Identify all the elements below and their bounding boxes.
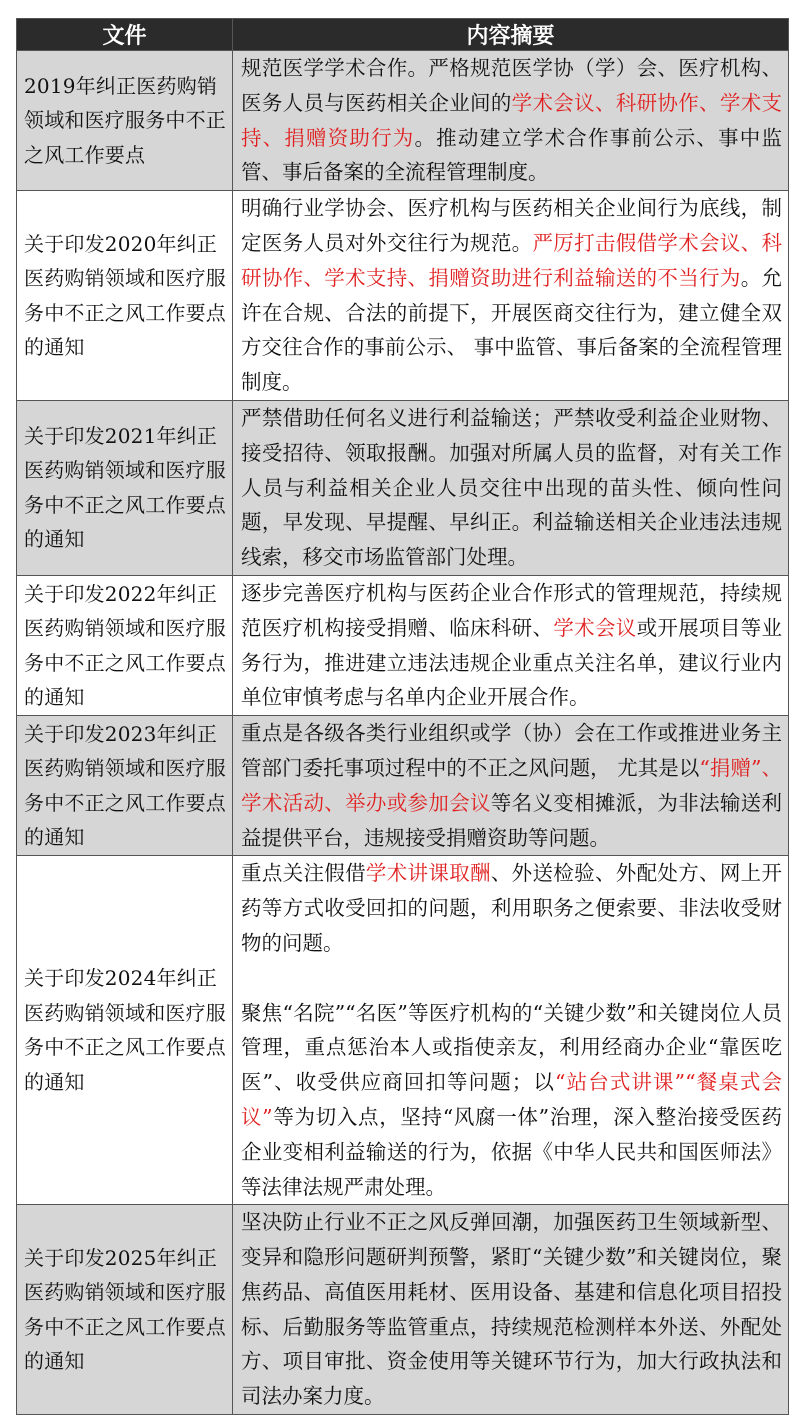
header-document: 文件 [17, 19, 233, 51]
summary-text: 或开展项目等业务行为，推进建立违法违规企业重点关注名单，建议行业内单位审慎考虑与名单内企业开展合作。 [241, 615, 783, 710]
document-title: 关于印发2022年纠正医药购销领域和医疗服务中不正之风工作要点的通知 [17, 575, 233, 715]
summary-text: 逐步完善医疗机构与医药企业合作形式的管理规范，持续规范医疗机构接受捐赠、临床科研、 [241, 580, 782, 640]
paragraph-gap [241, 961, 782, 996]
summary-paragraph [241, 996, 782, 1205]
summary-text: 、外送检验、外配处方、网上开药等方式收受回扣的问题，利用职务之便索要、非法收受财物的问题。 [241, 861, 783, 955]
content-summary [233, 716, 789, 856]
summary-text: 聚焦“名院”“名医”等医疗机构的“关键少数”和关键岗位人员管理，重点惩治本人或指使亲友，利用经商办企业“靠医吃医”、收受供应商回扣等问题；以 [241, 1000, 782, 1095]
summary-text: 明确行业学协会、医疗机构与医药相关企业间行为底线，制定医务人员对外交往行为规范。 [241, 196, 782, 255]
summary-paragraph [241, 1205, 782, 1414]
document-title: 关于印发2025年纠正医药购销领域和医疗服务中不正之风工作要点的通知 [17, 1205, 233, 1415]
summary-text: 规范医学学术合作。严格规范医学协（学）会、医疗机构、医务人员与医药相关企业间的 [241, 56, 782, 115]
summary-text: 坚决防止行业不正之风反弹回潮，加强医药卫生领域新型、变异和隐形问题研判预警，紧盯“关键少数”和关键岗位，聚焦药品、高值医用耗材、医用设备、基建和信息化项目招投标、后勤服务等监管重点，持续规范检测样本外送、外配处方、项目审批、资金使用等关键环节行为，加大行政执法和司法办案力度。 [241, 1210, 782, 1409]
highlight-text: 学术会议 [553, 615, 637, 640]
table-row [17, 1205, 789, 1415]
summary-text: 。允许在合规、合法的前提下，开展医商交往行为，建立健全双方交往合作的事前公示、 事中监管、事后备案的全流程管理制度。 [241, 265, 783, 395]
summary-text: 等为切入点，坚持“风腐一体”治理，深入整治接受医药企业变相利益输送的行为，依据《中华人民共和国医师法》 等法律法规严肃处理。 [241, 1104, 782, 1199]
document-title: 关于印发2023年纠正医药购销领域和医疗服务中不正之风工作要点的通知 [17, 716, 233, 856]
policy-table [16, 18, 789, 1415]
highlight-text: “捐赠”、学术活动、举办或参加会议 [241, 755, 783, 815]
document-title: 关于印发2021年纠正医药购销领域和医疗服务中不正之风工作要点的通知 [17, 400, 233, 575]
summary-text: 等名义变相摊派，为非法输送利益提供平台，违规接受捐赠资助等问题。 [241, 790, 783, 850]
table-row [17, 191, 789, 401]
content-summary [233, 191, 789, 401]
summary-text: 。推动建立学术合作事前公示、事中监管、事后备案的全流程管理制度。 [241, 125, 782, 185]
content-summary [233, 575, 789, 715]
summary-paragraph [241, 576, 782, 715]
highlight-text: 学术讲课取酬 [365, 861, 491, 886]
summary-paragraph [241, 191, 782, 400]
content-summary [233, 1205, 789, 1415]
table-row [17, 51, 789, 191]
summary-text: 严禁借助任何名义进行利益输送；严禁收受利益企业财物、接受招待、领取报酬。加强对所属人员的监督，对有关工作人员与利益相关企业人员交往中出现的苗头性、倾向性问题，早发现、早提醒、早纠正。利益输送相关企业违法违规线索，移交市场监管部门处理。 [241, 405, 782, 570]
summary-paragraph [241, 51, 782, 190]
document-title: 2019年纠正医药购销领域和医疗服务中不正之风工作要点 [17, 51, 233, 191]
highlight-text: 学术会议、科研协作、学术支持、捐赠资助行为 [241, 90, 783, 150]
content-summary [233, 856, 789, 1205]
document-title: 关于印发2024年纠正医药购销领域和医疗服务中不正之风工作要点的通知 [17, 856, 233, 1205]
summary-text: 重点是各级各类行业组织或学（协）会在工作或推进业务主管部门委托事项过程中的不正之风问题， 尤其是以 [241, 721, 782, 780]
content-summary [233, 400, 789, 575]
table-header-row [17, 19, 789, 51]
summary-text: 重点关注假借 [241, 861, 366, 886]
summary-paragraph [241, 716, 782, 855]
highlight-text: “站台式讲课”“餐桌式会议” [241, 1070, 782, 1129]
summary-paragraph [241, 856, 782, 960]
table-row [17, 575, 789, 715]
table-row [17, 400, 789, 575]
table-row [17, 856, 789, 1205]
summary-paragraph [241, 401, 782, 575]
header-summary: 内容摘要 [233, 19, 789, 51]
document-title: 关于印发2020年纠正医药购销领域和医疗服务中不正之风工作要点的通知 [17, 191, 233, 401]
highlight-text: 严厉打击假借学术会议、科研协作、学术支持、捐赠资助进行利益输送的不当行为 [241, 230, 783, 290]
content-summary [233, 51, 789, 191]
table-row [17, 716, 789, 856]
